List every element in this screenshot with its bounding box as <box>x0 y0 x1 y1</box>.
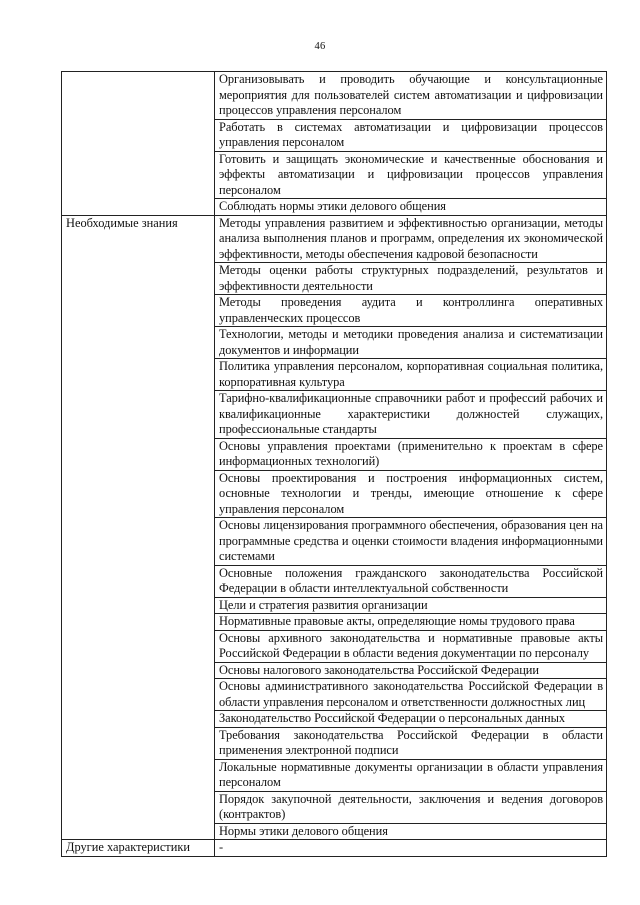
requirement-item: Локальные нормативные документы организации в области управления персоналом <box>215 759 607 791</box>
section-label <box>62 72 215 216</box>
requirement-item: Законодательство Российской Федерации о персональных данных <box>215 711 607 728</box>
requirement-item: Порядок закупочной деятельности, заключения и ведения договоров (контрактов) <box>215 791 607 823</box>
requirement-item: Работать в системах автоматизации и цифровизации процессов управления персоналом <box>215 119 607 151</box>
requirement-item: Основы архивного законодательства и нормативные правовые акты Российской Федерации в области ведения документации по персоналу <box>215 630 607 662</box>
knowledge-table <box>61 71 607 857</box>
requirement-item: Методы оценки работы структурных подразделений, результатов и эффективности деятельности <box>215 263 607 295</box>
requirement-item: Политика управления персоналом, корпоративная социальная политика, корпоративная культура <box>215 359 607 391</box>
page-number: 46 <box>314 41 326 52</box>
requirement-item: Основы налогового законодательства Российской Федерации <box>215 662 607 679</box>
requirement-item: Методы управления развитием и эффективностью организации, методы анализа выполнения планов и программ, определения их экономической эффективности, методы обеспечения кадровой безопасности <box>215 215 607 263</box>
requirement-item: Основы управления проектами (применительно к проектам в сфере информационных технологий) <box>215 438 607 470</box>
requirement-item: Тарифно-квалификационные справочники работ и профессий рабочих и квалификационные характеристики должностей служащих, профессиональные стандарты <box>215 391 607 439</box>
requirement-item: Методы проведения аудита и контроллинга оперативных управленческих процессов <box>215 295 607 327</box>
requirement-item: Требования законодательства Российской Федерации в области применения электронной подписи <box>215 727 607 759</box>
table-row <box>62 840 607 857</box>
section-label: Другие характеристики <box>62 840 215 857</box>
section-label: Необходимые знания <box>62 215 215 840</box>
table-row <box>62 72 607 120</box>
requirement-item: Соблюдать нормы этики делового общения <box>215 199 607 216</box>
requirement-item: Основы административного законодательства Российской Федерации в области управления персоналом и ответственности должностных лиц <box>215 679 607 711</box>
requirement-item: Нормативные правовые акты, определяющие номы трудового права <box>215 614 607 631</box>
table-body <box>62 72 607 857</box>
requirement-item: Готовить и защищать экономические и качественные обоснования и эффекты автоматизации и цифровизации процессов управления персоналом <box>215 151 607 199</box>
requirement-item: Организовывать и проводить обучающие и консультационные мероприятия для пользователей систем автоматизации и цифровизации процессов управления персоналом <box>215 72 607 120</box>
table-row <box>62 215 607 263</box>
requirement-item: Основы проектирования и построения информационных систем, основные технологии и тренды, имеющие отношение к сфере управления персоналом <box>215 470 607 518</box>
requirement-item: Технологии, методы и методики проведения анализа и систематизации документов и информации <box>215 327 607 359</box>
requirement-item: - <box>215 840 607 857</box>
requirement-item: Основные положения гражданского законодательства Российской Федерации в области интеллектуальной собственности <box>215 565 607 597</box>
requirement-item: Нормы этики делового общения <box>215 823 607 840</box>
requirement-item: Цели и стратегия развития организации <box>215 597 607 614</box>
requirement-item: Основы лицензирования программного обеспечения, образования цен на программные средства и оценки стоимости владения информационными системами <box>215 518 607 566</box>
